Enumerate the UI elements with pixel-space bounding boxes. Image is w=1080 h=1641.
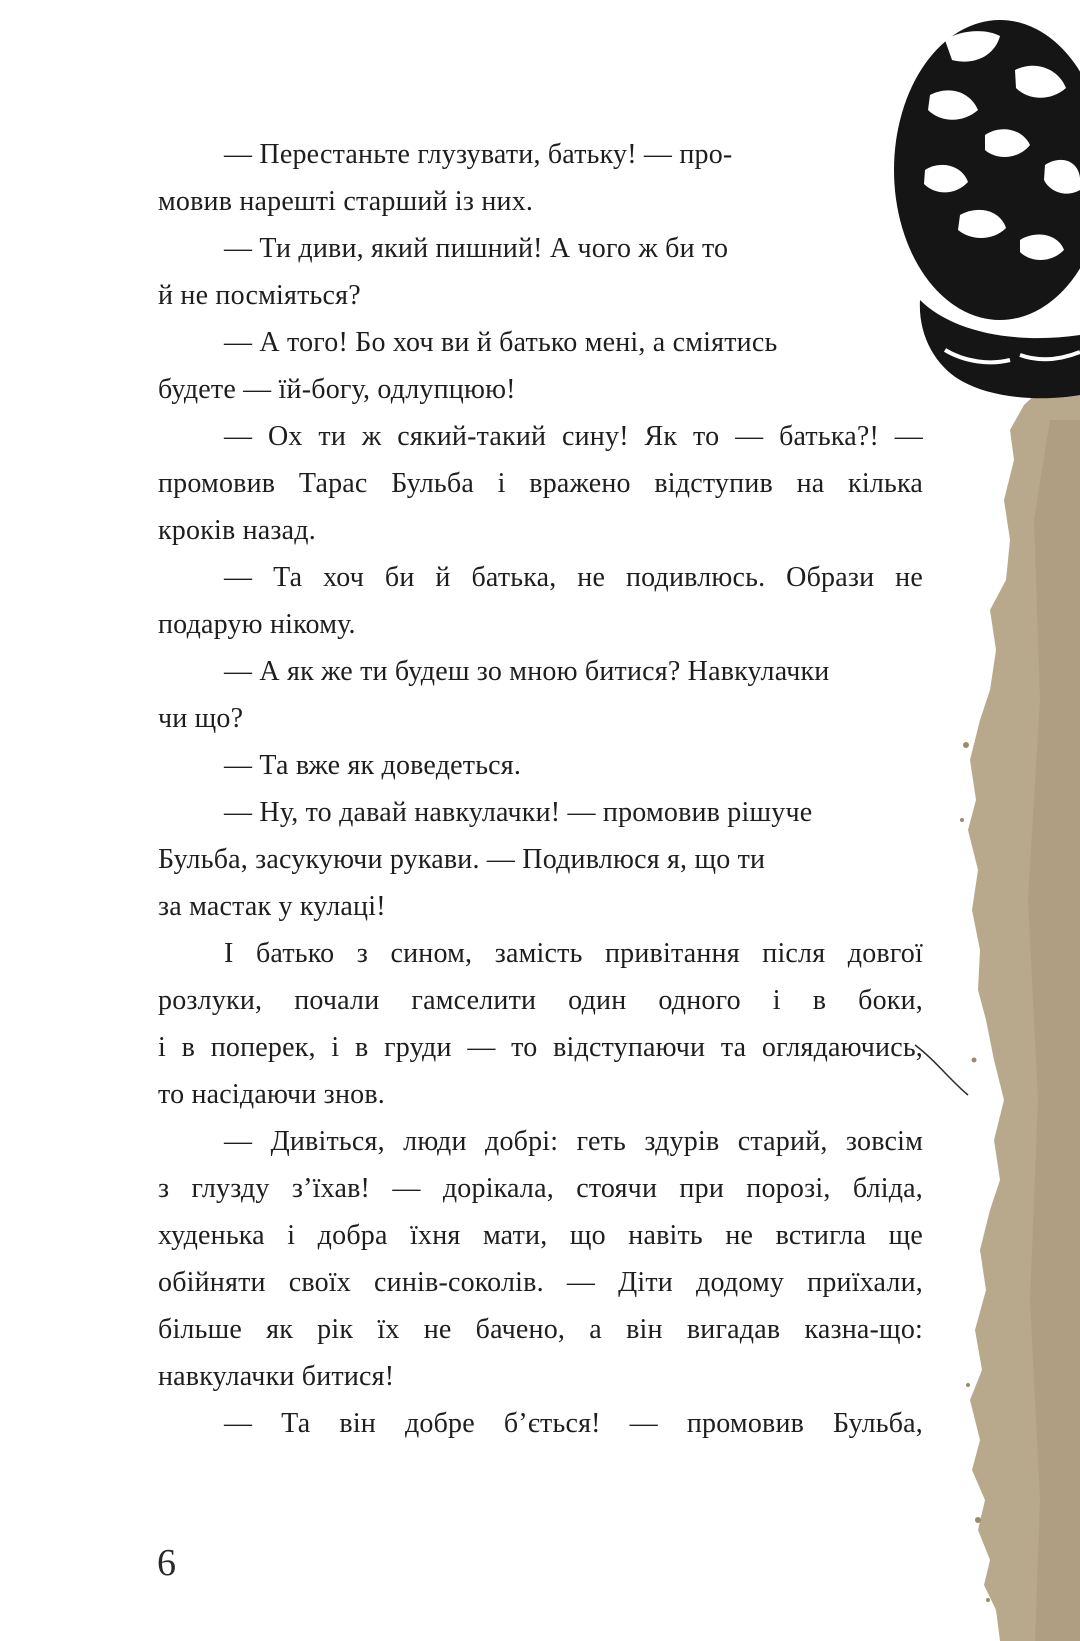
text-line: й не посміяться? (158, 280, 361, 311)
text-line: то насідаючи знов. (158, 1079, 385, 1110)
text-line: подарую нікому. (158, 609, 356, 640)
text-line: навкулачки битися! (158, 1361, 395, 1392)
text-line: і в поперек, і в груди — то відступаючи та оглядаючись, (158, 1032, 923, 1063)
text-line: будете — їй-богу, одлупцюю! (158, 374, 516, 405)
text-line: Бульба, засукуючи рукави. — Подивлюся я, що ти (158, 844, 766, 875)
text-line: худенька і добра їхня мати, що навіть не встигла ще (158, 1220, 923, 1251)
text-line: більше як рік їх не бачено, а він вигадав казна-що: (158, 1314, 923, 1345)
text-line: чи що? (158, 703, 244, 734)
text-line: — Ти диви, який пишний! А чого ж би то (224, 233, 729, 264)
text-line: за мастак у кулаці! (158, 891, 386, 922)
page-number: 6 (157, 1542, 176, 1584)
text-line: кроків назад. (158, 515, 316, 546)
text-line: — А як же ти будеш зо мною битися? Навкулачки (224, 656, 830, 687)
text-line: — Та він добре б’ється! — промовив Бульба, (224, 1408, 923, 1439)
text-line: — А того! Бо хоч ви й батько мені, а сміятись (224, 327, 778, 358)
text-line: — Дивіться, люди добрі: геть здурів старий, зовсім (224, 1126, 923, 1157)
text-line: з глузду з’їхав! — дорікала, стоячи при порозі, бліда, (158, 1173, 923, 1204)
body-text (158, 131, 923, 1447)
text-line: промовив Тарас Бульба і вражено відступив на кілька (158, 468, 923, 499)
text-line: — Та вже як доведеться. (224, 750, 522, 781)
text-line: мовив нарешті старший із них. (158, 186, 534, 217)
text-line: І батько з сином, замість привітання після довгої (224, 938, 923, 969)
text-line: розлуки, почали гамселити один одного і в боки, (158, 985, 923, 1016)
text-line: — Та хоч би й батька, не подивлюсь. Образи не (224, 562, 923, 593)
text-line: обійняти своїх синів-соколів. — Діти додому приїхали, (158, 1267, 923, 1298)
text-line: — Перестаньте глузувати, батьку! — про- (224, 139, 733, 170)
text-line: — Ну, то давай навкулачки! — промовив рішуче (224, 797, 813, 828)
text-line: — Ох ти ж сякий-такий сину! Як то — батька?! — (224, 421, 923, 452)
